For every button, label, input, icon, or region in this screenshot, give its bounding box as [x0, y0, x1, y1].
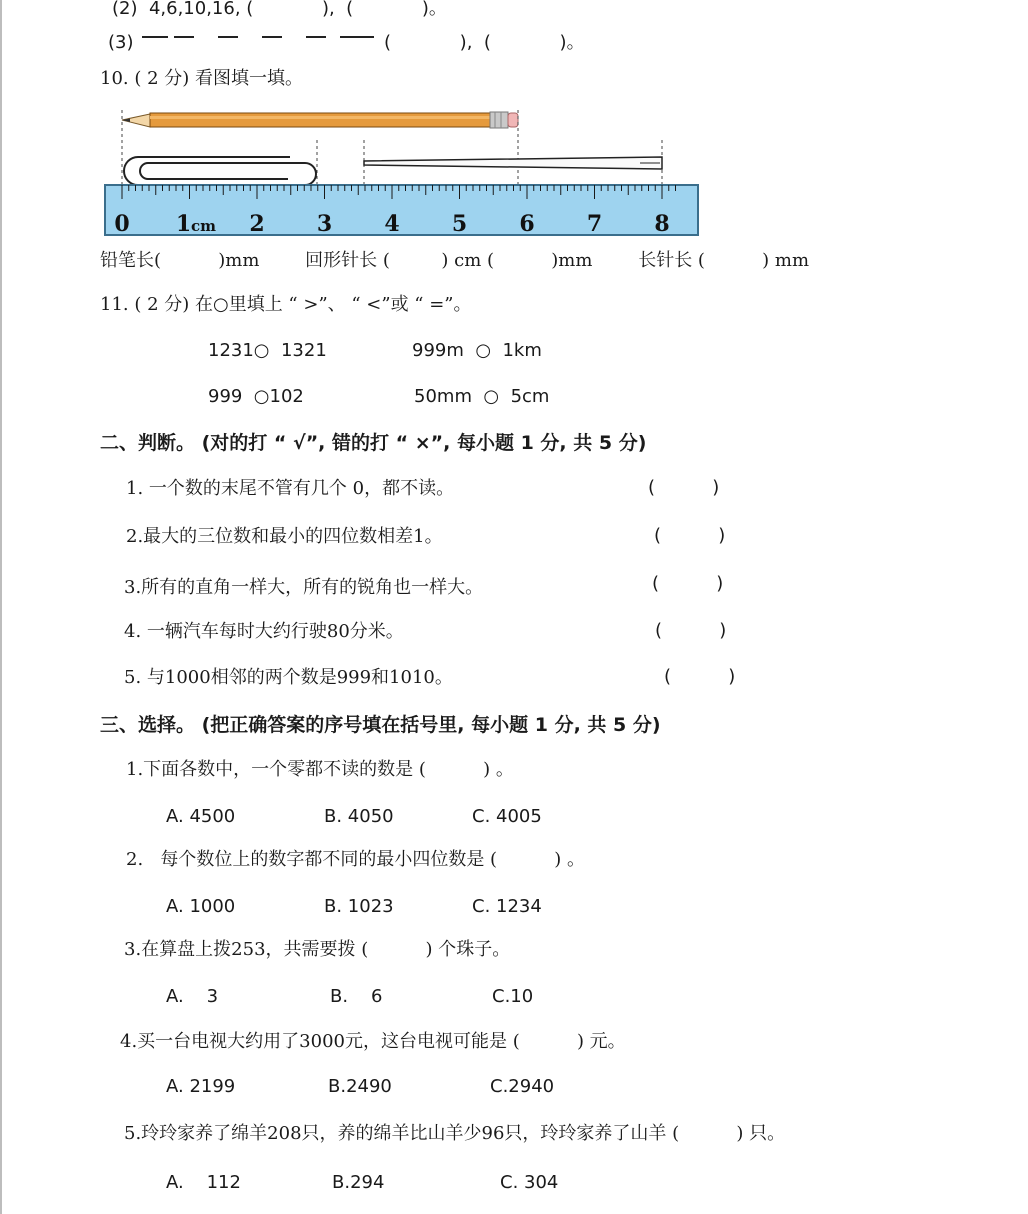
pencil-icon [122, 112, 518, 128]
answer-paren: ( ) [648, 477, 720, 498]
fraction-bar [262, 36, 282, 38]
option-c: C. 4005 [472, 806, 542, 827]
ruler-illustration [100, 105, 705, 240]
option-a: A. 3 [166, 986, 219, 1007]
q9-line-3-blanks: ( ), ( )。 [384, 32, 585, 53]
ruler-label: 8 [654, 211, 670, 237]
choice-question: 5.玲玲家养了绵羊208只，养的绵羊比山羊少96只，玲玲家养了山羊 ( ) 只。 [124, 1123, 786, 1144]
choice-question: 1.下面各数中，一个零都不读的数是 ( ) 。 [126, 759, 514, 780]
choice-question: 3.在算盘上拨253，共需要拨 ( ) 个珠子。 [124, 939, 511, 960]
option-b: B. 6 [330, 986, 383, 1007]
option-b: B. 1023 [324, 896, 394, 917]
option-a: A. 4500 [166, 806, 236, 827]
option-b: B. 4050 [324, 806, 394, 827]
answer-paren: ( ) [655, 620, 727, 641]
ruler-figure [100, 105, 705, 240]
fraction-bar [174, 36, 194, 38]
judge-item: 5. 与1000相邻的两个数是999和1010。 [124, 667, 453, 688]
q10-heading: 10. ( 2 分) 看图填一填。 [100, 68, 304, 89]
ruler-label: 2 [249, 211, 265, 237]
fraction-bar [142, 36, 168, 38]
ruler-label: 7 [586, 211, 603, 237]
answer-paren: ( ) [664, 666, 736, 687]
judge-item: 1. 一个数的末尾不管有几个 0，都不读。 [126, 478, 455, 499]
section-heading-choice: 三、选择。 (把正确答案的序号填在括号里, 每小题 1 分, 共 5 分) [100, 714, 661, 736]
needle-icon [364, 157, 662, 169]
ruler-label: 0 [114, 211, 130, 237]
option-a: A. 2199 [166, 1076, 236, 1097]
option-b: B.294 [332, 1172, 385, 1193]
paperclip-icon [124, 157, 316, 185]
ruler-label: 4 [384, 211, 400, 237]
q10-answer-line: 铅笔长( )mm 回形针长 ( ) cm ( )mm 长针长 ( ) mm [100, 250, 810, 271]
ruler-label: 6 [519, 211, 535, 237]
judge-item: 2.最大的三位数和最小的四位数相差1。 [126, 526, 443, 547]
answer-paren: ( ) [652, 573, 724, 594]
q9-line-3-label: (3) [108, 32, 134, 53]
fraction-bar [218, 36, 238, 38]
compare-item: 999 ○102 [208, 386, 304, 407]
ruler-label: cm [190, 217, 217, 235]
page-edge [0, 0, 2, 1214]
judge-item: 4. 一辆汽车每时大约行驶80分米。 [124, 621, 404, 642]
option-c: C. 304 [500, 1172, 559, 1193]
option-c: C.2940 [490, 1076, 555, 1097]
fraction-bar [306, 36, 326, 38]
option-a: A. 112 [166, 1172, 241, 1193]
q9-line-2: (2) 4,6,10,16, ( ), ( )。 [112, 0, 447, 19]
choice-question: 2. 每个数位上的数字都不同的最小四位数是 ( ) 。 [126, 849, 586, 870]
option-a: A. 1000 [166, 896, 236, 917]
q11-heading: 11. ( 2 分) 在○里填上 “ >”、 “ <”或 “ =”。 [100, 294, 472, 315]
choice-question: 4.买一台电视大约用了3000元，这台电视可能是 ( ) 元。 [120, 1031, 626, 1052]
fraction-bar [340, 36, 374, 38]
ruler-label: 5 [451, 211, 468, 237]
option-c: C. 1234 [472, 896, 542, 917]
answer-paren: ( ) [654, 525, 726, 546]
compare-item: 50mm ○ 5cm [414, 386, 550, 407]
ruler-label: 1 [175, 211, 192, 237]
option-c: C.10 [492, 986, 534, 1007]
section-heading-judge: 二、判断。 (对的打 “ √”, 错的打 “ ×”, 每小题 1 分, 共 5 分) [100, 432, 647, 454]
judge-item: 3.所有的直角一样大，所有的锐角也一样大。 [124, 577, 484, 598]
compare-item: 1231○ 1321 [208, 340, 327, 361]
option-b: B.2490 [328, 1076, 392, 1097]
compare-item: 999m ○ 1km [412, 340, 542, 361]
ruler-label: 3 [316, 211, 333, 237]
